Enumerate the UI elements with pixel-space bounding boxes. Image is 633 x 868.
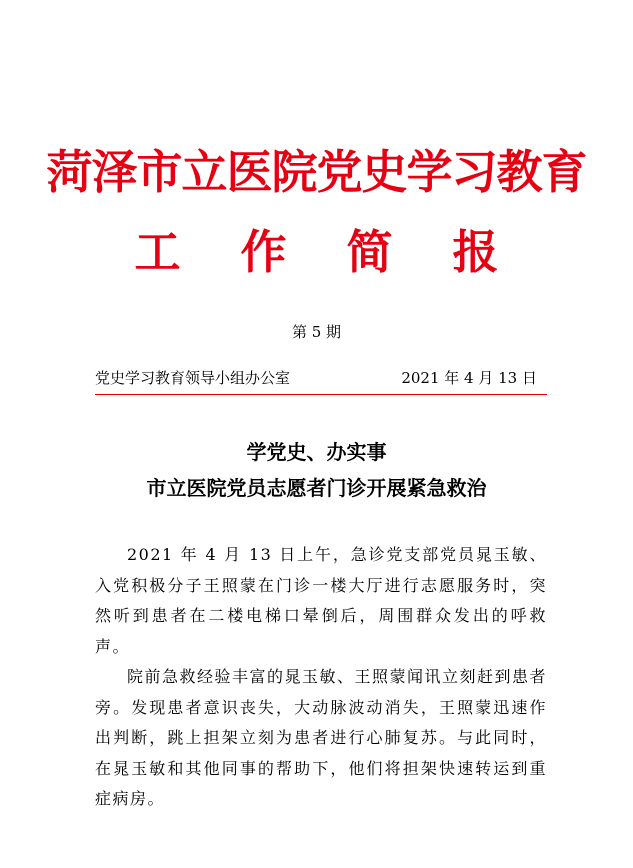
info-row — [95, 366, 537, 390]
article-headline-line1: 学党史、办实事 — [246, 440, 387, 464]
article-headline-line2: 市立医院党员志愿者门诊开展紧急救治 — [146, 476, 487, 500]
article-paragraph: 院前急救经验丰富的晁玉敏、王照蒙闻讯立刻赶到患者旁。发现患者意识丧失，大动脉波动消失，王照蒙迅速作出判断，跳上担架立刻为患者进行心肺复苏。与此同时，在晁玉敏和其他同事的帮助下，他们将担架快速转运到重症病房。 — [95, 667, 548, 808]
issue-number: 第 5 期 — [291, 323, 342, 341]
red-divider — [95, 394, 547, 395]
issue-date: 2021 年 4 月 13 日 — [401, 369, 537, 387]
masthead-title: 菏泽市立医院党史学习教育 — [46, 145, 587, 199]
issuing-office: 党史学习教育领导小组办公室 — [95, 369, 291, 387]
article-paragraph: 2021 年 4 月 13 日上午，急诊党支部党员晁玉敏、入党积极分子王照蒙在门诊一楼大厅进行志愿服务时，突然听到患者在二楼电梯口晕倒后，周围群众发出的呼救声。 — [95, 545, 547, 656]
article-body — [95, 540, 547, 815]
masthead-subtitle: 工 作 简 报 — [134, 225, 521, 279]
